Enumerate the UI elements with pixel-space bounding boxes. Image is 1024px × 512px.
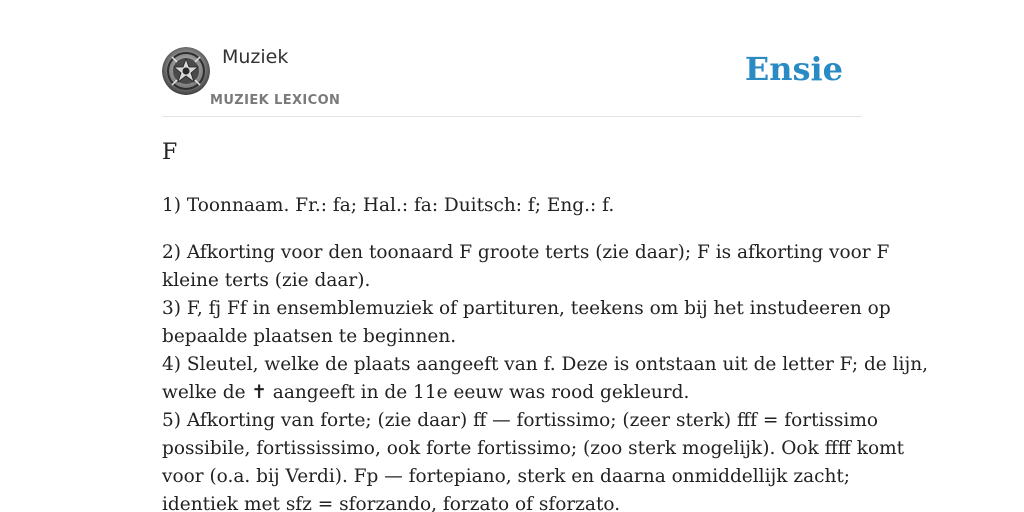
- source-title[interactable]: Muziek: [222, 46, 289, 68]
- entry-line: 5) Afkorting van forte; (zie daar) ff — fortissimo; (zeer sterk) fff = fortissimo: [162, 410, 878, 431]
- entry-line: possibile, fortississimo, ook forte fortissimo; (zoo sterk mogelijk). Ook ffff komt: [162, 438, 905, 459]
- source-subtitle[interactable]: MUZIEK LEXICON: [210, 93, 341, 108]
- brand-logo-link[interactable]: Ensie: [744, 50, 843, 88]
- entry-paragraph-2: [162, 239, 928, 512]
- entry-title: F: [162, 140, 178, 165]
- entry-line: identiek met sfz = sforzando, forzato of sforzato.: [162, 494, 621, 512]
- entry-line: 4) Sleutel, welke de plaats aangeeft van f. Deze is ontstaan uit de letter F; de lijn,: [162, 354, 928, 375]
- entry-line: welke de ✝ aangeeft in de 11e eeuw was rood gekleurd.: [162, 382, 690, 403]
- header: [162, 0, 862, 117]
- entry-line: 2) Afkorting voor den toonaard F groote terts (zie daar); F is afkorting voor F: [162, 242, 890, 263]
- emblem-icon[interactable]: [162, 47, 210, 95]
- entry-line: kleine terts (zie daar).: [162, 270, 371, 291]
- entry-line: voor (o.a. bij Verdi). Fp — fortepiano, sterk en daarna onmiddellijk zacht;: [162, 466, 851, 487]
- entry-paragraph-1: 1) Toonnaam. Fr.: fa; Hal.: fa: Duitsch: f; Eng.: f.: [162, 195, 615, 216]
- entry-line: 3) F, fj Ff in ensemblemuziek of partituren, teekens om bij het instudeeren op: [162, 298, 891, 319]
- entry-line: bepaalde plaatsen te beginnen.: [162, 326, 457, 347]
